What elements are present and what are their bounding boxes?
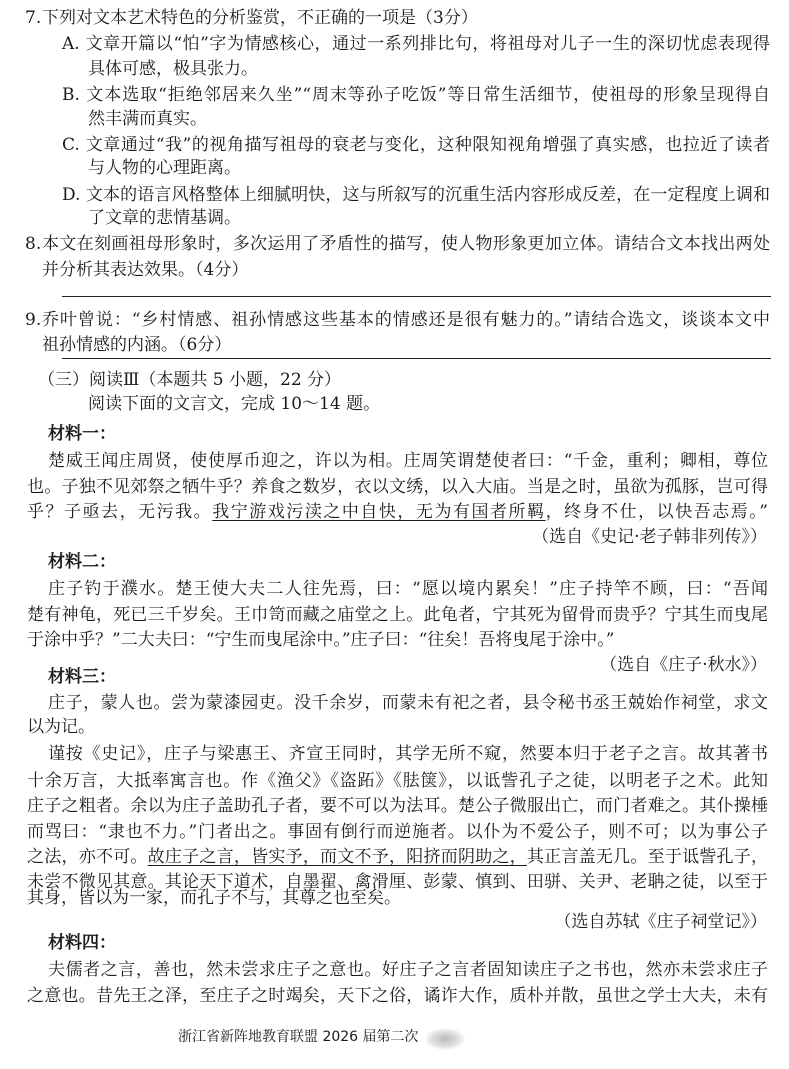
question-8-number: 8. [25, 234, 42, 254]
question-7-stem: 下列对文本艺术特色的分析鉴赏，不正确的一项是（3分） [42, 8, 478, 28]
material-3-line: 而骂曰：“隶也不力。”门者出之。事固有倒行而逆施者。以仆为不爱公子，则不可；以为事公子 [27, 822, 768, 842]
material-2-heading: 材料二： [48, 552, 116, 572]
material-1-line: 也。子独不见郊祭之牺牛乎？养食之数岁，衣以文绣，以入大庙。当是之时，虽欲为孤豚，岂可得 [27, 477, 768, 497]
material-1-line: 楚威王闻庄周贤，使使厚币迎之，许以为相。庄周笑谓楚使者曰：“千金，重利；卿相，尊位 [48, 451, 768, 471]
option-b-cont: 然丰满而真实。 [88, 109, 207, 129]
option-a: A. 文章开篇以“怕”字为情感核心，通过一系列排比句，将祖母对儿子一生的深切忧虑表现得 [62, 34, 770, 54]
material-4-line: 夫儒者之言，善也，然未尝求庄子之意也。好庄子之言者固知读庄子之书也，然亦未尝求庄子 [48, 960, 768, 980]
option-c-cont: 与人物的心理距离。 [88, 158, 241, 178]
material-2-source: （选自《庄子·秋水》） [600, 655, 767, 675]
material-2-line: 庄子钓于濮水。楚王使大夫二人往先焉，曰：“愿以境内累矣！”庄子持竿不顾，曰：“吾闻 [48, 579, 768, 599]
underlined-sentence: 我宁游戏污渎之中自快，无为有国者所羁 [212, 502, 546, 522]
answer-line [62, 296, 771, 297]
question-9-stem-cont: 祖孙情感的内涵。（6分） [42, 335, 232, 355]
scan-smudge [425, 1028, 465, 1050]
material-3-line: 谨按《史记》，庄子与梁惠王、齐宣王同时，其学无所不窥，然要本归于老子之言。故其著书 [48, 744, 768, 764]
material-1-heading: 材料一： [48, 424, 116, 444]
section-title: （三）阅读Ⅲ（本题共 5 小题，22 分） [38, 370, 342, 390]
material-1-source: （选自《史记·老子韩非列传》） [532, 527, 767, 547]
material-3-line [27, 846, 768, 868]
material-3-heading: 材料三： [48, 667, 116, 687]
question-7-number: 7. [25, 8, 42, 28]
underlined-sentence: 故庄子之言，皆实予，而文不予，阳挤而阴助之， [147, 847, 527, 867]
text: 其正言盖无几。至于诋訾孔子， [526, 847, 769, 867]
material-3-line: 庄子，蒙人也。尝为蒙漆园吏。没千余岁，而蒙未有祀之者，县令秘书丞王兢始作祠堂，求文 [48, 693, 768, 713]
material-2-line: 于涂中乎？”二大夫曰：“宁生而曳尾涂中。”庄子曰：“往矣！吾将曳尾于涂中。” [27, 630, 615, 650]
material-3-line: 其身，皆以为一家，而孔子不与，其尊之也至矣。 [27, 888, 401, 908]
option-c: C. 文章通过“我”的视角描写祖母的衰老与变化，这种限知视角增强了真实感，也拉近了读者 [62, 135, 770, 155]
material-4-heading: 材料四： [48, 933, 116, 953]
text: ，终身不仕，以快吾志焉。” [545, 502, 768, 522]
material-1-line [27, 501, 768, 523]
material-2-line: 楚有神龟，死已三千岁矣。王巾笥而藏之庙堂之上。此龟者，宁其死为留骨而贵乎？宁其生而曳尾 [27, 605, 768, 625]
option-d-cont: 了文章的悲情基调。 [88, 208, 241, 228]
answer-line [62, 358, 771, 359]
question-8-stem: 本文在刻画祖母形象时，多次运用了矛盾性的描写，使人物形象更加立体。请结合文本找出两处 [42, 234, 770, 254]
question-9-stem: 乔叶曾说：“乡村情感、祖孙情感这些基本的情感还是很有魅力的。”请结合选文，谈谈本文中 [42, 310, 770, 330]
material-3-line: 十余万言，大抵率寓言也。作《渔父》《盗跖》《胠箧》，以诋訾孔子之徒，以明老子之术。此知 [27, 771, 768, 791]
page-footer: 浙江省新阵地教育联盟 2026 届第二次 [178, 1029, 419, 1045]
text: 之法，亦不可。 [27, 847, 148, 867]
option-a-cont: 具体可感，极具张力。 [88, 59, 258, 79]
material-3-line: 以为记。 [27, 717, 95, 737]
option-d: D. 文本的语言风格整体上细腻明快，这与所叙写的沉重生活内容形成反差，在一定程度上调和 [62, 185, 770, 205]
material-4-line: 之意也。昔先王之泽，至庄子之时竭矣，天下之俗，谲诈大作，质朴并散，虽世之学士大夫，未有 [27, 986, 768, 1006]
question-8-stem-cont: 并分析其表达效果。（4分） [42, 260, 249, 280]
material-3-line: 未尝不微见其意。其论天下道术，自墨翟、禽滑厘、彭蒙、慎到、田骈、关尹、老聃之徒，以至于 [27, 872, 768, 892]
section-instruction: 阅读下面的文言文，完成 10～14 题。 [88, 394, 381, 414]
material-3-line: 庄子之粗者。余以为庄子盖助孔子者，要不可以为法耳。楚公子微服出亡，而门者难之。其仆操棰 [27, 796, 768, 816]
question-9-number: 9. [25, 310, 42, 330]
option-b: B. 文本选取“拒绝邻居来久坐”“周末等孙子吃饭”等日常生活细节，使祖母的形象呈现得自 [62, 85, 770, 105]
material-3-source: （选自苏轼《庄子祠堂记》） [554, 912, 767, 932]
text: 乎？子亟去，无污我。 [27, 502, 213, 522]
